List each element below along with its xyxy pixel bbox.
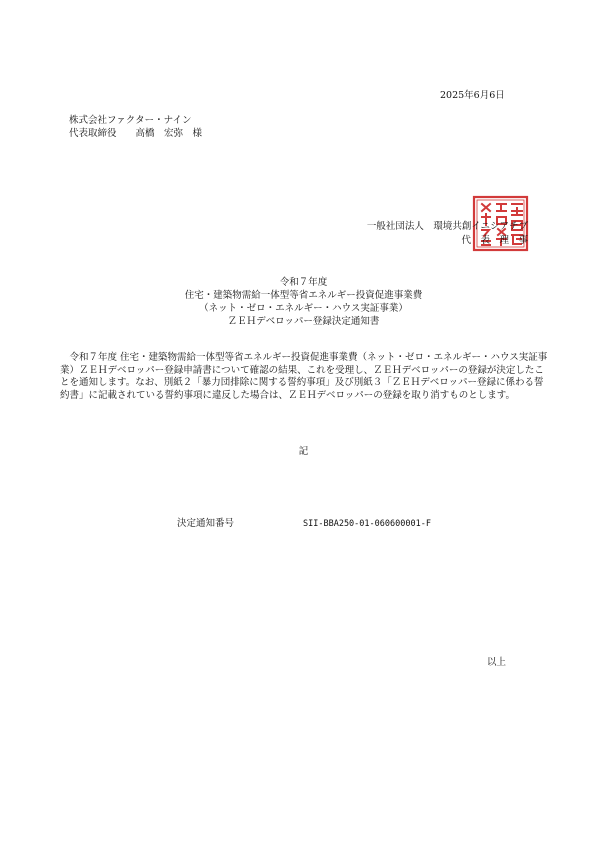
body-paragraph: 令和７年度 住宅・建築物需給一体型等省エネルギー投資促進事業費（ネット・ゼロ・エネルギー・ハウス実証事業）ＺＥＨデベロッパー登録申請書について確認の結果、これを受理し、ＺＥＨデベロッパーの登録が決定したことを通知します。なお、別紙２「暴力団排除に関する誓約事項」及び別紙３「ＺＥＨデベロッパー登録に係わる誓約書」に記載されている誓約事項に違反した場合は、ＺＥＨデベロッパーの登録を取り消すものとします。	[60, 352, 548, 401]
title-line-4: ＺＥＨデベロッパー登録決定通知書	[227, 316, 380, 327]
document-date: 2025年6月6日	[440, 90, 505, 101]
decision-number-value: SII-BBA250-01-060600001-F	[303, 519, 431, 529]
ki-heading: 記	[298, 446, 309, 457]
document-title	[0, 277, 607, 329]
title-line-3: （ネット・ゼロ・エネルギー・ハウス実証事業）	[199, 303, 408, 314]
recipient-block	[69, 115, 202, 141]
closing-mark: 以上	[487, 657, 507, 668]
title-line-1: 令和７年度	[279, 277, 328, 288]
title-line-2: 住宅・建築物需給一体型等省エネルギー投資促進事業費	[184, 290, 423, 301]
body-text	[60, 352, 550, 402]
decision-number-label: 決定通知番号	[177, 518, 235, 529]
recipient-representative: 代表取締役 高橋 宏弥 様	[69, 128, 203, 139]
recipient-company: 株式会社ファクター・ナイン	[69, 115, 192, 126]
issuer-organization: 一般社団法人 環境共創イニシアチブ	[366, 221, 528, 232]
issuer-representative: 代 表 理 事	[461, 235, 528, 246]
issuer-block	[367, 221, 528, 249]
